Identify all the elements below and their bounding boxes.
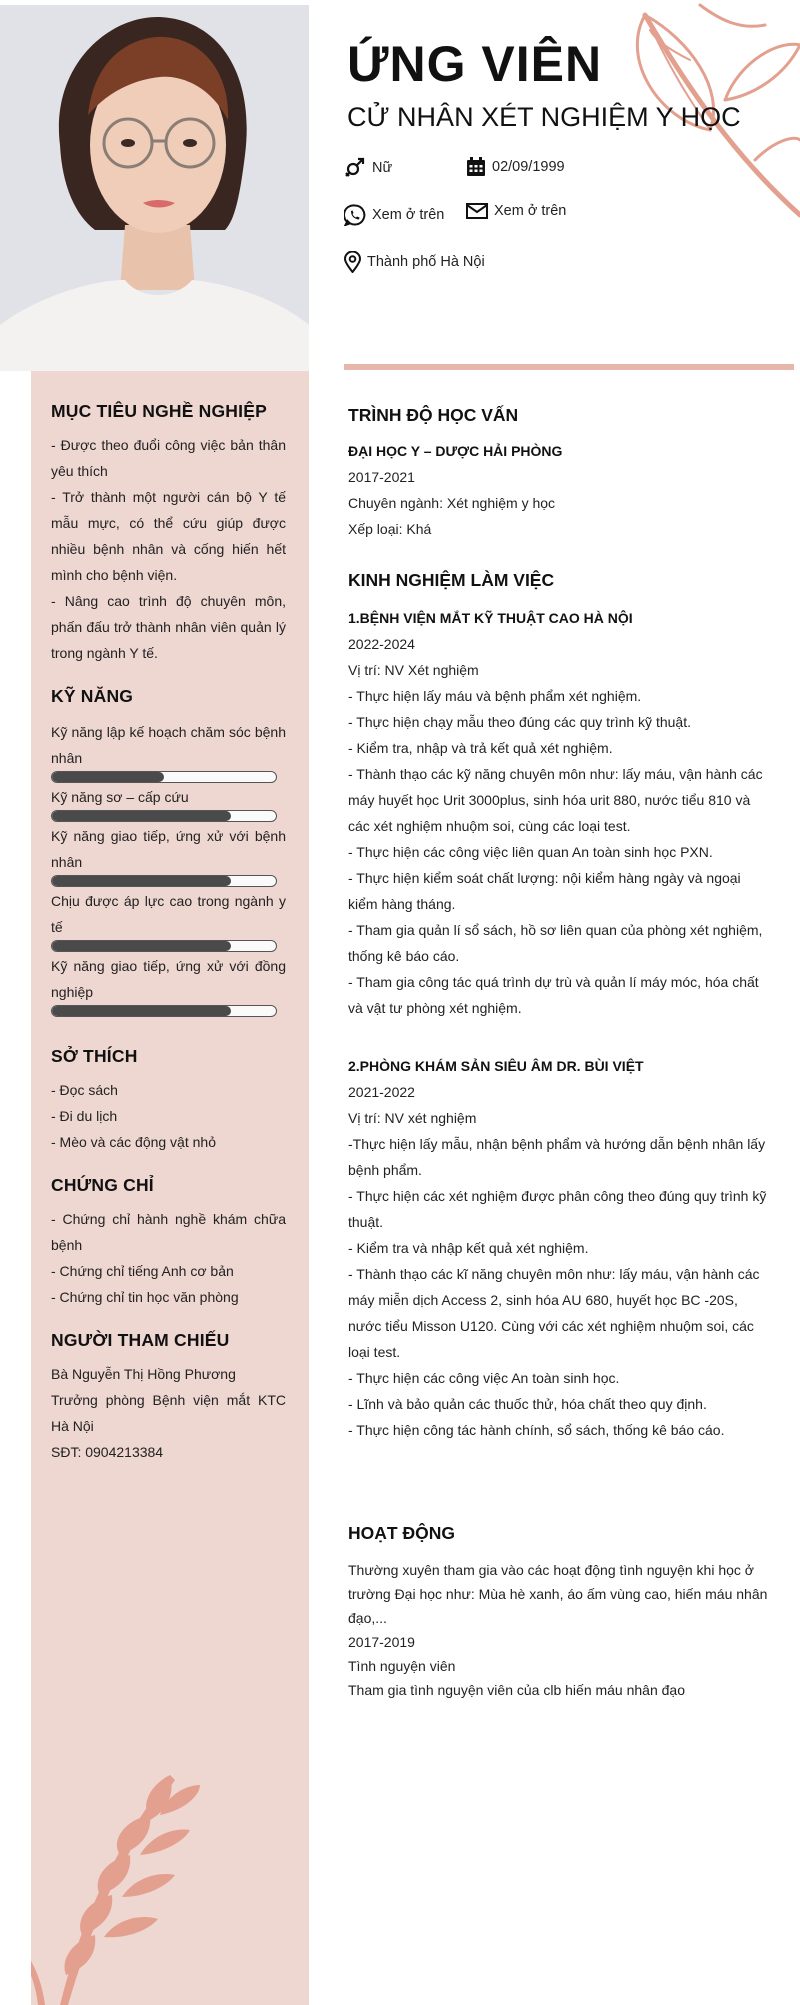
skill-item [51, 953, 286, 1017]
job-duty: - Thực hiện lấy máu và bệnh phẩm xét nghiệm. [348, 688, 642, 704]
skill-item [51, 719, 286, 783]
mail-icon [466, 202, 488, 220]
reference-line: Trưởng phòng Bệnh viện mắt KTC Hà Nội [51, 1392, 286, 1434]
job-period: 2022-2024 [348, 636, 415, 652]
skill-level-fill [52, 876, 231, 886]
skill-level-fill [52, 941, 231, 951]
education-period: 2017-2021 [348, 469, 415, 485]
whatsapp-icon [344, 204, 366, 226]
certificate-item: - Chứng chỉ tiếng Anh cơ bản [51, 1263, 234, 1279]
address-value: Thành phố Hà Nội [367, 254, 485, 270]
job-position: Vị trí: NV xét nghiệm [348, 1110, 477, 1126]
job-company: 1.BỆNH VIỆN MẮT KỸ THUẬT CAO HÀ NỘI [348, 610, 633, 626]
certificate-item: - Chứng chỉ hành nghề khám chữa bệnh [51, 1211, 286, 1253]
job-duty: - Kiểm tra, nhập và trả kết quả xét nghiệm. [348, 740, 613, 756]
references-section [51, 1330, 286, 1465]
certificates-heading: CHỨNG CHỈ [51, 1175, 154, 1195]
certificates-section [51, 1175, 286, 1310]
job-duty: - Lĩnh và bảo quản các thuốc thử, hóa chất theo quy định. [348, 1396, 707, 1412]
hobbies-heading: SỞ THÍCH [51, 1046, 138, 1066]
activity-line: Thường xuyên tham gia vào các hoạt động tình nguyện khi học ở trường Đại học như: Mùa hè xanh, áo ấm vùng cao, hiến máu nhân đạo,... [348, 1562, 768, 1626]
skill-label: Kỹ năng giao tiếp, ứng xử với đồng nghiệp [51, 958, 286, 1000]
hobbies-section [51, 1046, 286, 1155]
job-duty: - Thực hiện các công việc liên quan An toàn sinh học PXN. [348, 844, 713, 860]
education-school: ĐẠI HỌC Y – DƯỢC HẢI PHÒNG [348, 443, 563, 459]
experience-section [348, 570, 773, 1443]
skill-level-fill [52, 811, 231, 821]
objective-line: - Trở thành một người cán bộ Y tế mẫu mực, có thể cứu giúp được nhiều bệnh nhân và cống hiến hết mình cho bệnh viện. [51, 489, 286, 583]
activities-heading: HOẠT ĐỘNG [348, 1523, 455, 1543]
address-info [344, 251, 485, 273]
email-info [466, 202, 566, 220]
skill-level-bar [51, 771, 277, 783]
objective-heading: MỤC TIÊU NGHỀ NGHIỆP [51, 401, 267, 421]
education-major: Chuyên ngành: Xét nghiệm y học [348, 495, 556, 511]
objective-line: - Được theo đuổi công việc bản thân yêu thích [51, 437, 286, 479]
activity-line: Tham gia tình nguyện viên của clb hiến máu nhân đạo [348, 1682, 686, 1698]
hobby-item: - Mèo và các động vật nhỏ [51, 1134, 216, 1150]
activities-section [348, 1523, 773, 1702]
job-duty: - Tham gia quản lí sổ sách, hồ sơ liên quan của phòng xét nghiệm, thống kê báo cáo. [348, 922, 763, 964]
gender-icon [344, 157, 366, 179]
main-content [348, 405, 773, 1702]
job-duty: - Kiểm tra và nhập kết quả xét nghiệm. [348, 1240, 589, 1256]
job-duty: - Tham gia công tác quá trình dự trù và quản lí máy móc, hóa chất và vật tư phòng xét nghiệm. [348, 974, 759, 1016]
phone-info [344, 204, 444, 226]
location-pin-icon [344, 251, 361, 273]
skill-label: Kỹ năng giao tiếp, ứng xử với bệnh nhân [51, 828, 286, 870]
job-position: Vị trí: NV Xét nghiệm [348, 662, 479, 678]
leaf-decoration-bottom [31, 1705, 200, 2005]
job-duty: - Thực hiện kiểm soát chất lượng: nội kiểm hàng ngày và ngoại kiểm hàng tháng. [348, 870, 741, 912]
skill-level-fill [52, 1006, 231, 1016]
skill-level-bar [51, 875, 277, 887]
hobby-item: - Đọc sách [51, 1082, 118, 1098]
calendar-icon [466, 157, 486, 177]
job-duty: - Thực hiện các xét nghiệm được phân công theo đúng quy trình kỹ thuật. [348, 1188, 767, 1230]
profile-photo [0, 5, 309, 371]
skills-heading: KỸ NĂNG [51, 686, 134, 706]
job-duty: - Thành thạo các kỹ năng chuyên môn như: lấy máu, vận hành các máy huyết học Urit 3000plus, sinh hóa urit 880, nước tiểu 810 và các xét nghiệm nhuộm soi, cùng các loại test. [348, 766, 763, 834]
skills-section [51, 686, 286, 1017]
education-section [348, 405, 773, 542]
reference-line: Bà Nguyễn Thị Hồng Phương [51, 1366, 236, 1382]
job-entry [348, 1053, 773, 1443]
skill-item [51, 888, 286, 952]
job-period: 2021-2022 [348, 1084, 415, 1100]
sidebar [31, 371, 309, 2005]
objective-line: - Nâng cao trình độ chuyên môn, phấn đấu trở thành nhân viên quản lý trong ngành Y tế. [51, 593, 286, 661]
job-duty: - Thành thạo các kĩ năng chuyên môn như: lấy máu, vận hành các máy miễn dịch Access 2, sinh hóa AU 680, huyết học BC -20S, nước tiểu Misson U120. Cùng với các xét nghiệm nhuộm soi, các loại test. [348, 1266, 760, 1360]
activity-line: 2017-2019 [348, 1634, 415, 1650]
candidate-title: CỬ NHÂN XÉT NGHIỆM Y HỌC [347, 102, 741, 132]
skill-level-fill [52, 772, 164, 782]
activity-line: Tình nguyện viên [348, 1658, 456, 1674]
reference-line: SĐT: 0904213384 [51, 1444, 164, 1460]
skill-label: Chịu được áp lực cao trong ngành y tế [51, 893, 286, 935]
skill-item [51, 823, 286, 887]
certificate-item: - Chứng chỉ tin học văn phòng [51, 1289, 239, 1305]
skill-item [51, 784, 286, 822]
skill-level-bar [51, 810, 277, 822]
email-value: Xem ở trên [494, 203, 567, 219]
skill-level-bar [51, 1005, 277, 1017]
header-divider [344, 364, 794, 370]
references-heading: NGƯỜI THAM CHIẾU [51, 1330, 230, 1350]
education-grade: Xếp loại: Khá [348, 521, 432, 537]
job-duty: -Thực hiện lấy mẫu, nhận bệnh phẩm và hướng dẫn bệnh nhân lấy bệnh phẩm. [348, 1136, 766, 1178]
job-duty: - Thực hiện công tác hành chính, sổ sách, thống kê báo cáo. [348, 1422, 725, 1438]
job-entry [348, 605, 773, 1021]
experience-heading: KINH NGHIỆM LÀM VIỆC [348, 570, 555, 590]
birthdate-info [466, 157, 565, 177]
skill-label: Kỹ năng sơ – cấp cứu [51, 789, 189, 805]
job-company: 2.PHÒNG KHÁM SẢN SIÊU ÂM DR. BÙI VIỆT [348, 1058, 644, 1074]
skill-level-bar [51, 940, 277, 952]
hobby-item: - Đi du lịch [51, 1108, 118, 1124]
gender-value: Nữ [372, 160, 393, 176]
birthdate-value: 02/09/1999 [492, 159, 565, 175]
job-duty: - Thực hiện các công việc An toàn sinh học. [348, 1370, 620, 1386]
skill-label: Kỹ năng lập kế hoạch chăm sóc bệnh nhân [51, 724, 286, 766]
education-heading: TRÌNH ĐỘ HỌC VẤN [348, 405, 519, 425]
objective-section [51, 401, 286, 666]
phone-value: Xem ở trên [372, 207, 445, 223]
job-duty: - Thực hiện chạy mẫu theo đúng các quy trình kỹ thuật. [348, 714, 691, 730]
candidate-name: ỨNG VIÊN [347, 36, 603, 92]
gender-info [344, 157, 392, 179]
